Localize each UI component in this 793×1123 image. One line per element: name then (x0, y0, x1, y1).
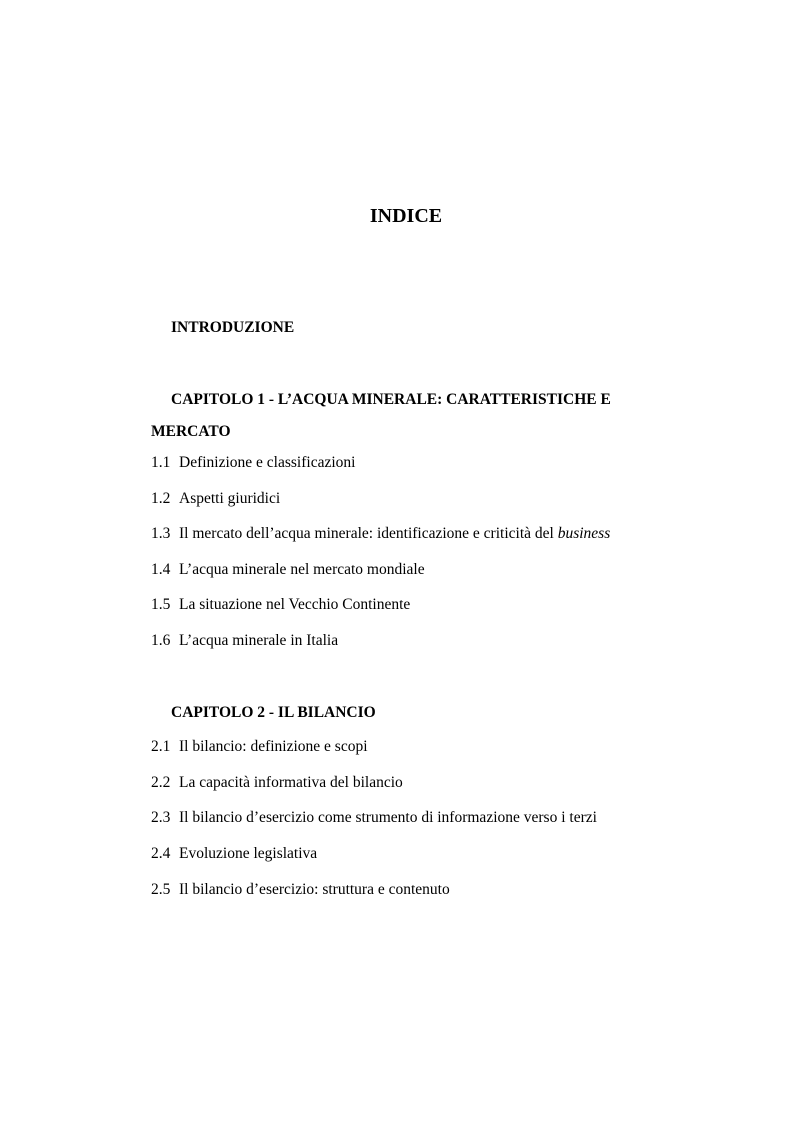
section-number: 1.2 (151, 490, 171, 507)
section-title: L’acqua minerale nel mercato mondiale (179, 561, 425, 578)
section-number: 2.1 (151, 738, 171, 755)
toc-entry-1-1[interactable] (151, 453, 651, 473)
section-title: La situazione nel Vecchio Continente (179, 596, 411, 613)
section-title: La capacità informativa del bilancio (179, 774, 403, 791)
toc-entry-2-5[interactable] (151, 880, 651, 900)
page-title: INDICE (369, 205, 443, 227)
section-title: Aspetti giuridici (179, 490, 281, 507)
section-number: 1.4 (151, 561, 171, 578)
section-title: Il mercato dell’acqua minerale: identificazione e criticità del (179, 525, 554, 542)
toc-entry-2-2[interactable] (151, 773, 651, 793)
section-number: 1.3 (151, 525, 171, 542)
section-number: 1.5 (151, 596, 171, 613)
section-number: 1.6 (151, 632, 171, 649)
section-number: 2.5 (151, 881, 171, 898)
toc-entry-1-5[interactable] (151, 595, 651, 615)
section-title: Evoluzione legislativa (179, 845, 318, 862)
section-number: 2.2 (151, 774, 171, 791)
toc-entry-2-3[interactable] (151, 808, 651, 828)
toc-entry-2-4[interactable] (151, 844, 651, 864)
toc-introduction[interactable]: INTRODUZIONE (171, 319, 295, 336)
toc-entry-1-3[interactable] (151, 524, 651, 544)
toc-entry-1-6[interactable] (151, 631, 651, 651)
toc-entry-1-4[interactable] (151, 560, 651, 580)
section-number: 2.3 (151, 809, 171, 826)
section-number: 1.1 (151, 454, 171, 471)
section-title: L’acqua minerale in Italia (179, 632, 339, 649)
section-number: 2.4 (151, 845, 171, 862)
toc-entry-1-2[interactable] (151, 489, 651, 509)
section-title: Il bilancio: definizione e scopi (179, 738, 368, 755)
section-title-italic: business (557, 525, 611, 542)
section-title: Il bilancio d’esercizio come strumento di informazione verso i terzi (179, 809, 597, 826)
toc-chapter-1-heading[interactable]: CAPITOLO 1 - L’ACQUA MINERALE: CARATTERISTICHE E MERCATO (151, 391, 611, 440)
section-title: Definizione e classificazioni (179, 454, 356, 471)
section-title: Il bilancio d’esercizio: struttura e contenuto (179, 881, 450, 898)
toc-entry-2-1[interactable] (151, 737, 651, 757)
toc-chapter-2-heading[interactable]: CAPITOLO 2 - IL BILANCIO (171, 704, 376, 721)
